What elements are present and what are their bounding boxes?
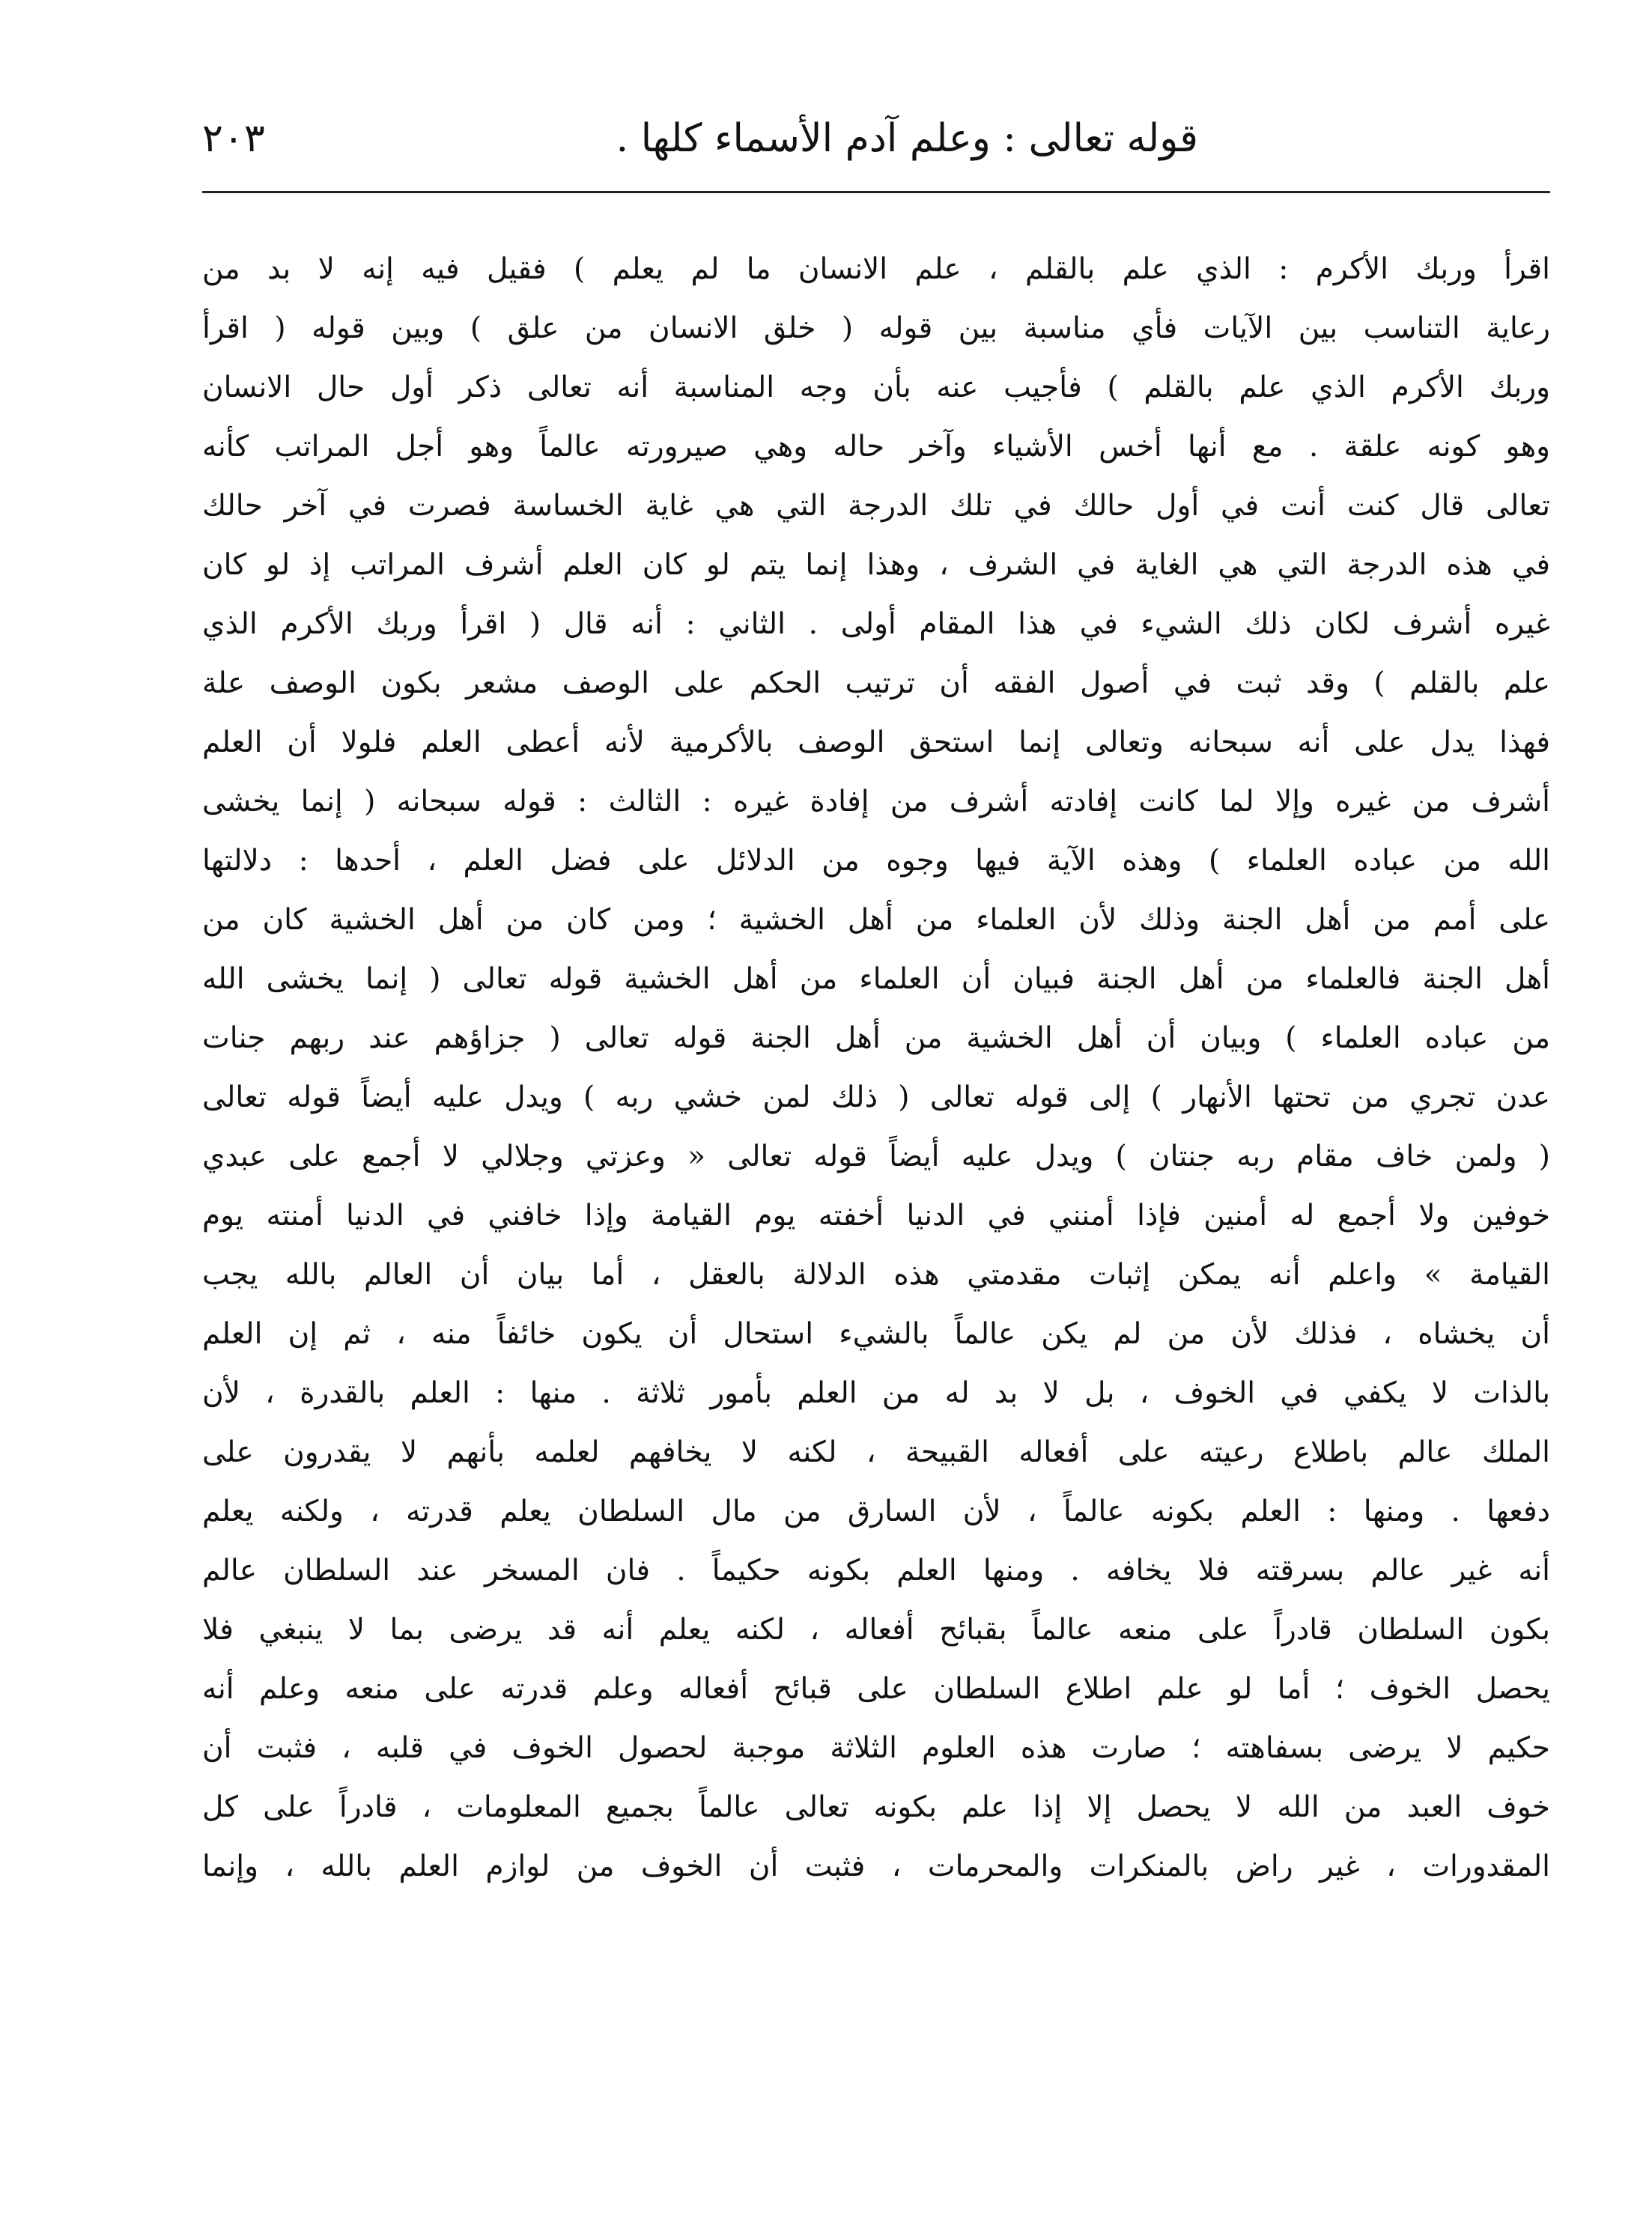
text-line: خوف العبد من الله لا يحصل إلا إذا علم بكونه تعالى عالماً بجميع المعلومات ، قادراً على كل <box>202 1790 1550 1824</box>
body-text <box>202 240 1550 1896</box>
text-line: أشرف من غيره وإلا لما كانت إفادته أشرف من إفادة غيره : الثالث : قوله سبحانه ( إنما يخشى <box>202 785 1550 818</box>
header-divider <box>202 191 1550 193</box>
text-line: علم بالقلم ) وقد ثبت في أصول الفقه أن ترتيب الحكم على الوصف مشعر بكون الوصف علة <box>202 666 1550 700</box>
text-line: في هذه الدرجة التي هي الغاية في الشرف ، وهذا إنما يتم لو كان العلم أشرف المراتب إذ لو كان <box>202 548 1550 582</box>
text-line: ( ولمن خاف مقام ربه جنتان ) ويدل عليه أيضاً قوله تعالى « وعزتي وجلالي لا أجمع على عبدي <box>202 1140 1550 1173</box>
text-line: بكون السلطان قادراً على منعه عالماً بقبائح أفعاله ، لكنه يعلم أنه قد يرضى بما لا ينبغي فلا <box>202 1613 1550 1647</box>
text-line: يحصل الخوف ؛ أما لو علم اطلاع السلطان على قبائح أفعاله وعلم قدرته على منعه وعلم أنه <box>202 1672 1550 1706</box>
text-line: أنه غير عالم بسرقته فلا يخافه . ومنها العلم بكونه حكيماً . فان المسخر عند السلطان عالم <box>202 1554 1550 1588</box>
text-line: وربك الأكرم الذي علم بالقلم ) فأجيب عنه بأن وجه المناسبة أنه تعالى ذكر أول حال الانسان <box>202 371 1550 404</box>
header-title: قوله تعالى : وعلم آدم الأسماء كلها . <box>616 116 1198 161</box>
text-line: اقرأ وربك الأكرم : الذي علم بالقلم ، علم الانسان ما لم يعلم ) فقيل فيه إنه لا بد من <box>202 252 1550 286</box>
text-line: الله من عباده العلماء ) وهذه الآية فيها وجوه من الدلائل على فضل العلم ، أحدها : دلالتها <box>202 844 1550 878</box>
text-line: دفعها . ومنها : العلم بكونه عالماً ، لأن السارق من مال السلطان يعلم قدرته ، ولكنه يعلم <box>202 1495 1550 1528</box>
text-line: أهل الجنة فالعلماء من أهل الجنة فبيان أن العلماء من أهل الخشية قوله تعالى ( إنما يخشى الله <box>202 962 1550 996</box>
text-line: خوفين ولا أجمع له أمنين فإذا أمنني في الدنيا أخفته يوم القيامة وإذا خافني في الدنيا أمنته يوم <box>202 1199 1550 1233</box>
text-line: غيره أشرف لكان ذلك الشيء في هذا المقام أولى . الثاني : أنه قال ( اقرأ وربك الأكرم الذي <box>202 607 1550 641</box>
text-line: عدن تجري من تحتها الأنهار ) إلى قوله تعالى ( ذلك لمن خشي ربه ) ويدل عليه أيضاً قوله تعالى <box>202 1081 1550 1114</box>
running-header <box>202 105 1550 180</box>
text-line: رعاية التناسب بين الآيات فأي مناسبة بين قوله ( خلق الانسان من علق ) وبين قوله ( اقرأ <box>202 312 1550 345</box>
text-line: من عباده العلماء ) وبيان أن أهل الخشية من أهل الجنة قوله تعالى ( جزاؤهم عند ربهم جنات <box>202 1021 1550 1055</box>
text-line: فهذا يدل على أنه سبحانه وتعالى إنما استحق الوصف بالأكرمية لأنه أعطى العلم فلولا أن العلم <box>202 726 1550 759</box>
text-line: القيامة » واعلم أنه يمكن إثبات مقدمتي هذه الدلالة بالعقل ، أما بيان أن العالم بالله يجب <box>202 1258 1550 1292</box>
text-line: وهو كونه علقة . مع أنها أخس الأشياء وآخر حاله وهي صيرورته عالماً وهو أجل المراتب كأنه <box>202 430 1550 464</box>
page-number: ٢٠٣ <box>202 116 265 161</box>
text-line: المقدورات ، غير راض بالمنكرات والمحرمات ، فثبت أن الخوف من لوازم العلم بالله ، وإنما <box>202 1850 1550 1883</box>
text-line: تعالى قال كنت أنت في أول حالك في تلك الدرجة التي هي غاية الخساسة فصرت في آخر حالك <box>202 489 1550 523</box>
text-line: أن يخشاه ، فذلك لأن من لم يكن عالماً بالشيء استحال أن يكون خائفاً منه ، ثم إن العلم <box>202 1317 1550 1351</box>
text-line: على أمم من أهل الجنة وذلك لأن العلماء من أهل الخشية ؛ ومن كان من أهل الخشية كان من <box>202 903 1550 937</box>
text-line: الملك عالم باطلاع رعيته على أفعاله القبيحة ، لكنه لا يخافهم لعلمه بأنهم لا يقدرون على <box>202 1436 1550 1469</box>
text-line: بالذات لا يكفي في الخوف ، بل لا بد له من العلم بأمور ثلاثة . منها : العلم بالقدرة ، لأن <box>202 1376 1550 1410</box>
text-line: حكيم لا يرضى بسفاهته ؛ صارت هذه العلوم الثلاثة موجبة لحصول الخوف في قلبه ، فثبت أن <box>202 1731 1550 1765</box>
